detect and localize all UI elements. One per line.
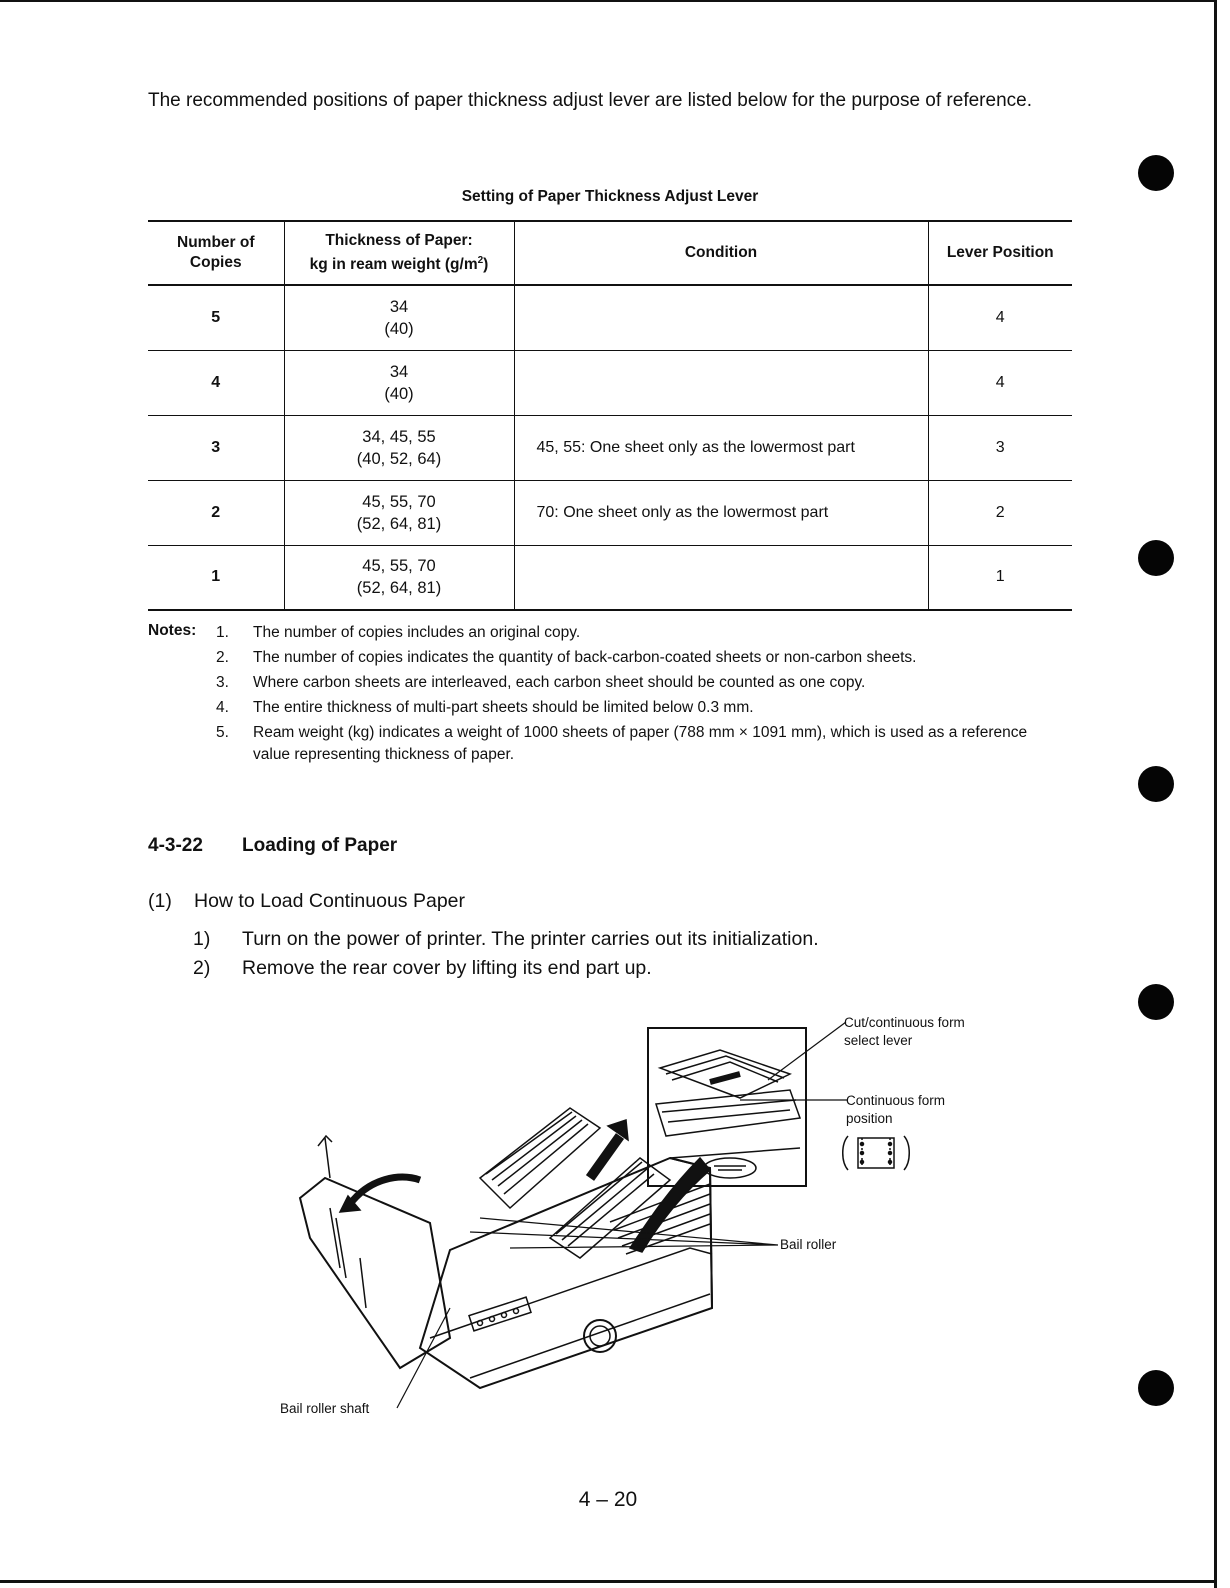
thickness-cell: 34 (40) — [284, 285, 514, 350]
header-copies: Number of Copies — [148, 221, 284, 285]
page-number: 4 – 20 — [578, 1488, 638, 1511]
condition-cell — [514, 350, 928, 415]
page-border-top — [0, 0, 1216, 2]
lever-position-cell: 4 — [928, 285, 1072, 350]
lever-position-cell: 3 — [928, 415, 1072, 480]
label-bail-roller-shaft: Bail roller shaft — [280, 1401, 370, 1416]
label-continuous-form: Continuous form position — [846, 1093, 946, 1126]
label-bail-roller: Bail roller — [780, 1237, 837, 1252]
intro-paragraph: The recommended positions of paper thickness adjust lever are listed below for the purpose of reference. — [148, 90, 1032, 111]
thickness-cell: 34, 45, 55 (40, 52, 64) — [284, 415, 514, 480]
lever-position-cell: 1 — [928, 545, 1072, 610]
copies-cell: 3 — [148, 415, 284, 480]
copies-cell: 4 — [148, 350, 284, 415]
condition-cell: 45, 55: One sheet only as the lowermost part — [514, 415, 928, 480]
rear-cover — [300, 1136, 450, 1368]
binder-hole-mark — [1138, 540, 1174, 576]
condition-cell — [514, 545, 928, 610]
binder-hole-mark — [1138, 155, 1174, 191]
condition-cell — [514, 285, 928, 350]
thickness-cell: 34 (40) — [284, 350, 514, 415]
inset-detail — [648, 1028, 806, 1186]
thickness-cell: 45, 55, 70 (52, 64, 81) — [284, 480, 514, 545]
section-number: 4-3-22 — [148, 835, 203, 856]
subsection-title: How to Load Continuous Paper — [194, 890, 466, 912]
subsection-number: (1) — [148, 890, 172, 912]
copies-cell: 1 — [148, 545, 284, 610]
condition-cell: 70: One sheet only as the lowermost part — [514, 480, 928, 545]
printer-illustration — [270, 1008, 1010, 1428]
header-condition: Condition — [514, 221, 928, 285]
page-border-right — [1214, 0, 1217, 1588]
table-row — [148, 350, 1072, 415]
lever-position-table — [148, 220, 1072, 611]
table-row — [148, 545, 1072, 610]
copies-cell: 5 — [148, 285, 284, 350]
page-border-bottom — [0, 1580, 1216, 1583]
notes-label: Notes: — [148, 622, 197, 639]
header-thickness: Thickness of Paper: kg in ream weight $(g/m^2)$ — [284, 221, 514, 285]
printer-body — [420, 1158, 712, 1388]
table-header-row — [148, 221, 1072, 285]
copies-cell: 2 — [148, 480, 284, 545]
lever-position-cell: 4 — [928, 350, 1072, 415]
section-title: Loading of Paper — [242, 835, 398, 856]
table-caption: Setting of Paper Thickness Adjust Lever — [461, 188, 759, 205]
continuous-form-symbol — [843, 1136, 910, 1170]
label-select-lever: Cut/continuous form select lever — [844, 1015, 965, 1048]
printer-drawing — [270, 1008, 1010, 1428]
table-row — [148, 480, 1072, 545]
binder-hole-mark — [1138, 984, 1174, 1020]
binder-hole-mark — [1138, 1370, 1174, 1406]
thickness-cell: 45, 55, 70 (52, 64, 81) — [284, 545, 514, 610]
table-row — [148, 285, 1072, 350]
lever-position-cell: 2 — [928, 480, 1072, 545]
table-row — [148, 415, 1072, 480]
binder-hole-mark — [1138, 766, 1174, 802]
header-lever-position: Lever Position — [928, 221, 1072, 285]
